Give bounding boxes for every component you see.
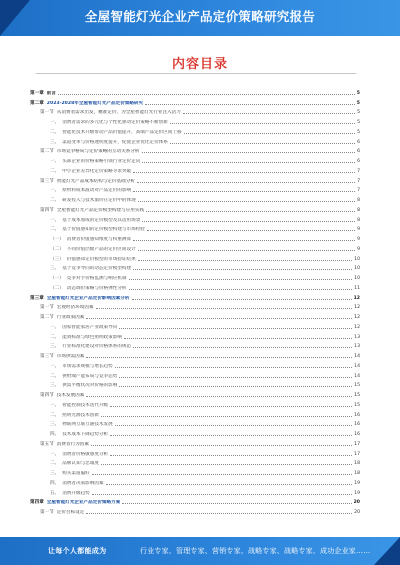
toc-entry-number: 三、: [50, 383, 60, 389]
toc-entry[interactable]: [30, 359, 360, 369]
toc-entry-title: 中小企业差异化定价策略寻求突破: [62, 168, 132, 174]
toc-entry[interactable]: [30, 349, 360, 359]
toc-entry-number: 第二节: [40, 315, 54, 320]
toc-entry[interactable]: [30, 437, 360, 447]
toc-entry[interactable]: [30, 427, 360, 437]
toc-entry-page: 12: [354, 305, 360, 311]
toc-entry-number: 二、: [50, 227, 60, 233]
toc-entry-title: 国家智能家居产业政策导向: [62, 324, 118, 330]
toc-dot-leader: [101, 416, 352, 417]
toc-dot-leader: [115, 367, 352, 368]
toc-entry-page: 6: [357, 139, 360, 145]
toc-dot-leader: [142, 152, 356, 153]
toc-entry-title: 竞争对手价格监测与响应机制: [66, 276, 127, 281]
toc-dot-leader: [86, 396, 352, 397]
toc-entry-number: 第三节: [40, 354, 54, 359]
toc-entry-page: 10: [354, 276, 360, 281]
toc-dot-leader: [86, 513, 352, 514]
toc-entry-title: 全屋智能灯光产品定价模型构建与应用实践: [56, 207, 145, 213]
toc-entry-page: 9: [357, 227, 360, 233]
toc-entry-number: 第五节: [40, 441, 54, 447]
toc-dot-leader: [133, 269, 352, 270]
toc-entry[interactable]: [30, 496, 360, 506]
footer-slogan: 让每个人都能成为: [48, 547, 107, 555]
toc-entry[interactable]: [30, 340, 360, 350]
toc-dot-leader: [137, 182, 355, 183]
toc-entry-number: （三）: [50, 256, 64, 262]
toc-entry-title: 消费升级趋势: [62, 490, 90, 496]
toc-entry-page: 18: [354, 471, 360, 476]
toc-dot-leader: [142, 221, 355, 222]
toc-entry-number: 三、: [50, 266, 60, 272]
toc-entry-number: 第一节: [40, 110, 54, 116]
toc-dot-leader: [86, 318, 352, 319]
toc-entry-number: 一、: [50, 120, 60, 125]
toc-dot-leader: [110, 435, 352, 436]
toc-entry-title: 动态调价策略与价格弹性分析: [66, 285, 127, 291]
toc-entry-title: 消费者决策影响因素: [62, 480, 104, 486]
toc-entry-number: 二、: [50, 334, 60, 340]
toc-entry-title: 2023-2028年全屋智能灯光产品定价策略研究: [46, 100, 144, 106]
toc-entry[interactable]: [30, 379, 360, 389]
toc-dot-leader: [133, 347, 352, 348]
toc-entry-page: 14: [354, 373, 360, 379]
toc-entry-page: 20: [354, 510, 360, 515]
toc-entry-page: 16: [354, 432, 360, 437]
toc-dot-leader: [183, 113, 355, 114]
toc-entry-number: 二、: [50, 198, 60, 203]
toc-entry[interactable]: [30, 457, 360, 467]
toc-entry[interactable]: [30, 125, 360, 135]
toc-dot-leader: [147, 230, 355, 231]
toc-entry-number: 一、: [50, 188, 60, 194]
toc-entry-number: 第三节: [40, 178, 54, 184]
toc-entry-title: 供给端产能布局与竞争态势: [62, 373, 118, 379]
toc-entry-number: 一、: [50, 324, 60, 330]
toc-entry[interactable]: [30, 174, 360, 184]
toc-entry-number: 二、: [50, 129, 60, 135]
toc-dot-leader: [110, 455, 352, 456]
toc-entry-number: 一、: [50, 363, 60, 369]
footer-banner: [0, 537, 400, 565]
toc-entry-page: 9: [357, 237, 360, 242]
toc-dot-leader: [170, 143, 355, 144]
toc-entry-page: 12: [354, 315, 360, 320]
toc-entry-number: 二、: [50, 168, 60, 174]
toc-entry-page: 10: [354, 256, 360, 262]
toc-entry-title: 市场需求规模与增长趋势: [62, 363, 113, 369]
toc-entry-number: 四、: [50, 480, 60, 486]
toc-entry[interactable]: [30, 301, 360, 311]
table-of-contents: [30, 86, 360, 515]
toc-entry-page: 11: [354, 285, 360, 291]
toc-entry-number: 二、: [50, 373, 60, 379]
toc-dot-leader: [92, 474, 352, 475]
toc-dot-leader: [184, 133, 355, 134]
toc-entry-number: 三、: [50, 471, 60, 476]
toc-entry[interactable]: [30, 145, 360, 155]
toc-dot-leader: [142, 162, 355, 163]
toc-entry-title: 购买渠道偏好: [62, 471, 90, 476]
toc-entry-title: 宏观经济环境因素: [56, 305, 94, 311]
toc-entry[interactable]: [30, 398, 360, 408]
toc-entry-title: 前言: [46, 90, 56, 96]
toc-entry-title: 基于成本加成的定价模型及其适用场景: [62, 217, 141, 223]
toc-dot-leader: [91, 445, 352, 446]
toc-entry-number: 一、: [50, 217, 60, 223]
toc-entry-title: 不同价值层级产品的定价区间设计: [66, 246, 136, 252]
toc-entry[interactable]: [30, 291, 360, 301]
toc-heading: 内容目录: [171, 57, 228, 72]
toc-entry-number: 二、: [50, 412, 60, 418]
toc-entry-title: 智能灯光产品成本结构与定价基础分析: [56, 178, 135, 184]
toc-entry-number: （一）: [50, 276, 64, 281]
toc-entry-number: 五、: [50, 490, 60, 496]
toc-entry-page: 5: [357, 120, 360, 125]
toc-entry-page: 16: [354, 422, 360, 428]
toc-entry-page: 14: [354, 363, 360, 369]
toc-entry-page: 13: [354, 334, 360, 340]
toc-entry[interactable]: [30, 388, 360, 398]
toc-entry[interactable]: [30, 320, 360, 330]
toc-entry[interactable]: [30, 115, 360, 125]
toc-entry-page: 12: [353, 295, 360, 301]
toc-entry-number: 第二章: [30, 100, 44, 106]
toc-entry[interactable]: [30, 203, 360, 213]
toc-entry[interactable]: [30, 232, 360, 242]
toc-entry-number: 二、: [50, 461, 60, 467]
toc-entry-number: 第四节: [40, 207, 54, 213]
toc-entry[interactable]: [30, 262, 360, 272]
toc-entry[interactable]: [30, 184, 360, 194]
toc-dot-leader: [92, 494, 352, 495]
toc-dot-leader: [133, 172, 355, 173]
toc-dot-leader: [170, 123, 355, 124]
toc-entry[interactable]: [30, 213, 360, 223]
toc-entry-page: 12: [354, 324, 360, 330]
toc-entry-page: 8: [357, 198, 360, 203]
header-banner: [0, 0, 400, 36]
toc-entry-number: 一、: [50, 159, 60, 164]
toc-dot-leader: [119, 386, 352, 387]
toc-entry-title: 照明光源技术创新: [62, 412, 99, 418]
toc-entry-page: 5: [357, 110, 360, 116]
toc-entry-number: （二）: [50, 246, 64, 252]
toc-dot-leader: [58, 94, 355, 95]
toc-entry[interactable]: [30, 505, 360, 515]
toc-entry-number: 一、: [50, 451, 60, 457]
toc-entry-title: 技术发展因素: [56, 393, 85, 398]
toc-entry[interactable]: [30, 193, 360, 203]
toc-entry-title: 物联网互联互通技术发展: [62, 422, 113, 428]
toc-entry-title: 市场竞争格局与定价策略的互动关系分析: [56, 149, 140, 155]
toc-entry-page: 6: [357, 149, 360, 155]
toc-entry-title: 研发投入与技术溢价在定价中的体现: [62, 198, 136, 203]
toc-entry[interactable]: [30, 369, 360, 379]
toc-entry-number: 第三章: [30, 295, 44, 301]
footer-corner-decoration: [374, 537, 400, 565]
toc-entry-page: 9: [357, 246, 360, 252]
toc-entry[interactable]: [30, 447, 360, 457]
toc-dot-leader: [86, 357, 352, 358]
toc-entry-number: 第二节: [40, 149, 54, 155]
toc-entry-number: 三、: [50, 422, 60, 428]
toc-divider: [36, 73, 356, 74]
toc-entry-title: 技术成本下降趋势分析: [62, 432, 109, 437]
toc-entry-title: 渠道变革与价格透明度提升，促使企业优化定价体系: [62, 139, 168, 145]
toc-dot-leader: [115, 425, 352, 426]
toc-entry[interactable]: [30, 486, 360, 496]
toc-entry-number: 第一节: [40, 305, 54, 311]
toc-dot-leader: [101, 464, 352, 465]
toc-entry-title: 智能控制技术迭代升级: [62, 402, 109, 408]
toc-entry-number: 四、: [50, 432, 60, 437]
toc-entry-number: 三、: [50, 344, 60, 350]
toc-dot-leader: [106, 484, 353, 485]
toc-entry[interactable]: [30, 476, 360, 486]
toc-entry-number: 第四章: [30, 500, 44, 506]
toc-entry-title: 原材料成本波动对产品定价的影响: [62, 188, 132, 194]
toc-dot-leader: [122, 503, 351, 504]
toc-entry-page: 8: [357, 217, 360, 223]
toc-entry[interactable]: [30, 271, 360, 281]
toc-entry-page: 17: [354, 441, 360, 447]
toc-entry[interactable]: [30, 330, 360, 340]
toc-entry-page: 5: [357, 129, 360, 135]
toc-entry-page: 18: [354, 461, 360, 467]
toc-entry-title: 消费者价格敏感度分析: [62, 451, 109, 457]
toc-entry-title: 能效标准与绿色照明政策影响: [62, 334, 122, 340]
toc-entry[interactable]: [30, 164, 360, 174]
toc-dot-leader: [145, 104, 355, 105]
toc-entry[interactable]: [30, 281, 360, 291]
toc-entry-page: 15: [354, 383, 360, 389]
toc-entry-number: 一、: [50, 402, 60, 408]
toc-entry-page: 8: [357, 207, 360, 213]
toc-entry-page: 15: [354, 402, 360, 408]
toc-entry-title: 头部企业的价格策略引领行业定价走向: [62, 159, 141, 164]
toc-entry-page: 15: [354, 393, 360, 398]
toc-entry[interactable]: [30, 135, 360, 145]
toc-entry-title: 价值感知定价模型的市场验证结果: [66, 256, 136, 262]
toc-dot-leader: [119, 328, 352, 329]
toc-entry[interactable]: [30, 96, 360, 106]
toc-entry-page: 17: [354, 451, 360, 457]
toc-dot-leader: [124, 338, 352, 339]
toc-entry-number: 第四节: [40, 393, 54, 398]
toc-entry-page: 10: [354, 266, 360, 272]
toc-dot-leader: [138, 260, 352, 261]
toc-entry-title: 消费者需求的多元化与个性化驱动定价策略不断创新: [62, 120, 168, 125]
toc-dot-leader: [119, 377, 352, 378]
toc-dot-leader: [138, 201, 355, 202]
toc-entry-title: 全屋智能灯光企业产品定价影响因素分析: [46, 295, 130, 301]
toc-entry-title: 市场供需因素: [56, 354, 85, 359]
toc-entry-title: 定价目标设定: [56, 510, 85, 515]
report-title: 全屋智能灯光企业产品定价策略研究报告: [84, 9, 316, 24]
toc-entry-page: 19: [354, 490, 360, 496]
toc-entry-page: 5: [356, 90, 360, 96]
toc-entry-title: 从消费者需求出发，精准定价，为全屋智能灯光行业注入活力: [56, 110, 181, 116]
toc-entry-number: 第一节: [40, 510, 54, 515]
toc-entry-page: 14: [354, 354, 360, 359]
toc-dot-leader: [129, 289, 353, 290]
toc-entry-page: 20: [353, 500, 360, 506]
toc-dot-leader: [96, 308, 353, 309]
toc-entry[interactable]: [30, 86, 360, 96]
toc-entry-number: （一）: [50, 237, 64, 242]
toc-entry-page: 16: [354, 412, 360, 418]
toc-entry-title: 行业政策因素: [56, 315, 85, 320]
toc-entry-page: 6: [357, 159, 360, 164]
toc-entry-title: 全屋智能灯光企业产品定价策略方案: [46, 500, 121, 506]
toc-entry-page: 13: [354, 344, 360, 350]
toc-entry-title: 行业标准化建设对价格体系的规范: [62, 344, 132, 350]
toc-entry[interactable]: [30, 408, 360, 418]
toc-dot-leader: [133, 191, 355, 192]
toc-entry[interactable]: [30, 466, 360, 476]
toc-entry-number: （二）: [50, 285, 64, 291]
toc-entry-title: 消费者价值感知维度与权重测算: [66, 237, 132, 242]
toc-dot-leader: [129, 279, 353, 280]
toc-entry-page: 7: [357, 168, 360, 174]
toc-dot-leader: [132, 299, 352, 300]
toc-entry-title: 基于竞争导向的动态定价模型构建: [62, 266, 132, 272]
toc-entry-title: 消费者行为因素: [56, 441, 89, 447]
toc-entry[interactable]: [30, 310, 360, 320]
toc-entry-number: 第一章: [30, 90, 44, 96]
toc-entry[interactable]: [30, 106, 360, 116]
toc-entry-title: 智能化技术升级带动产品价值提升，高端产品定价区间上移: [62, 129, 182, 135]
toc-entry[interactable]: [30, 252, 360, 262]
toc-dot-leader: [138, 250, 355, 251]
toc-dot-leader: [133, 240, 355, 241]
toc-entry-page: 7: [357, 188, 360, 194]
footer-expert-list: 行业专家、管理专家、营销专家、战略专家、战略专家、成功企业家……: [140, 547, 371, 555]
toc-entry-title: 品牌认知与忠诚度: [62, 461, 99, 467]
toc-entry-title: 基于价值感知的定价模型构建与市场检验: [62, 227, 145, 233]
toc-entry[interactable]: [30, 223, 360, 233]
toc-dot-leader: [110, 406, 352, 407]
toc-entry-title: 供需平衡状况对价格的影响: [62, 383, 118, 389]
toc-entry-number: 三、: [50, 139, 60, 145]
toc-entry[interactable]: [30, 154, 360, 164]
toc-entry-page: 7: [357, 178, 360, 184]
toc-entry-page: 19: [354, 480, 360, 486]
toc-entry[interactable]: [30, 418, 360, 428]
toc-dot-leader: [146, 211, 355, 212]
toc-entry-page: 5: [356, 100, 360, 106]
toc-entry[interactable]: [30, 242, 360, 252]
